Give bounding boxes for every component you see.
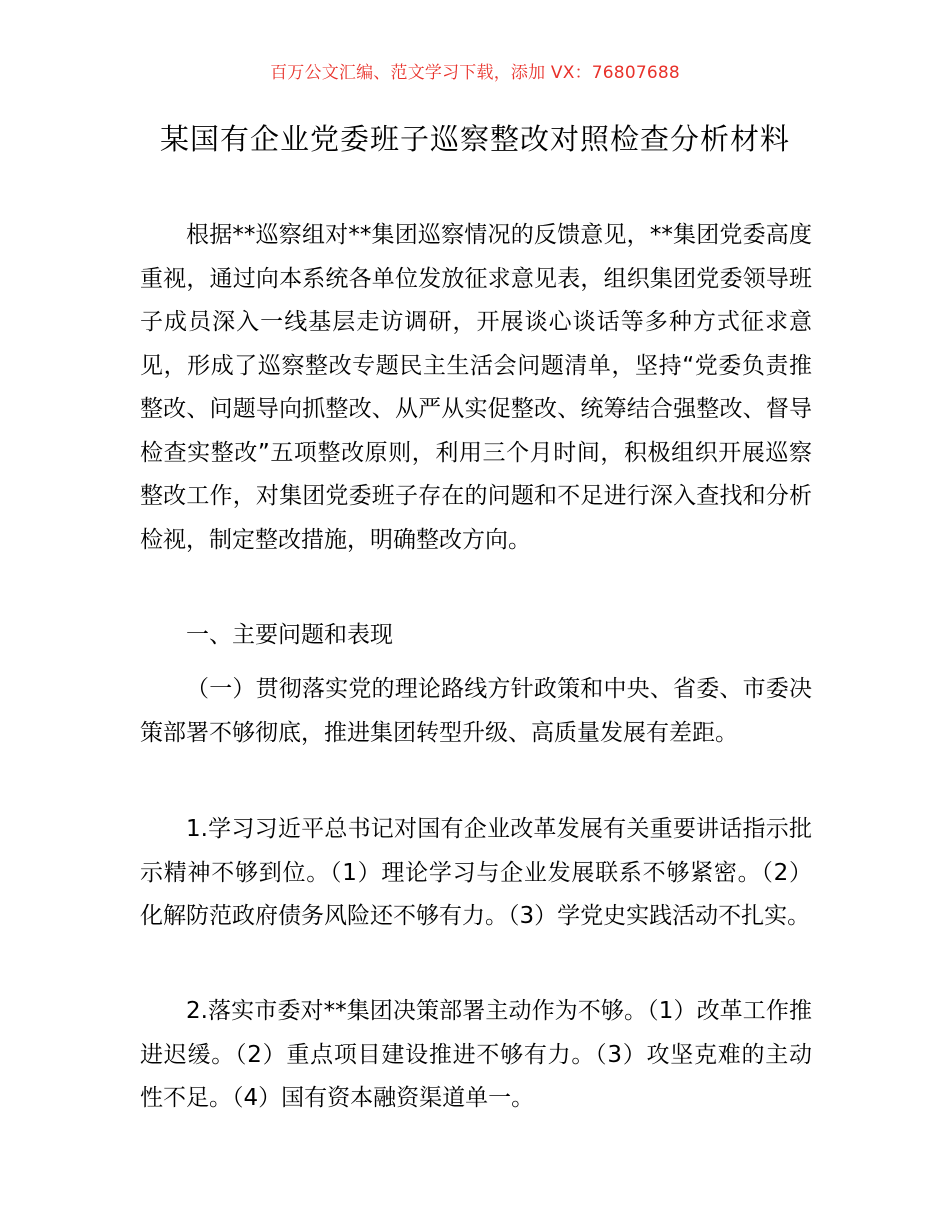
section-heading: 一、主要问题和表现 — [186, 622, 393, 648]
item-paragraph-2: 2.落实市委对**集团决策部署主动作为不够。（1）改革工作推进迟缓。（2）重点项目建设推进不够有力。（3）攻坚克难的主动性不足。（4）国有资本融资渠道单一。 — [140, 998, 812, 1111]
item-paragraph-1: 1.学习习近平总书记对国有企业改革发展有关重要讲话指示批示精神不够到位。（1）理论学习与企业发展联系不够紧密。（2）化解防范政府债务风险还不够有力。（3）学党史实践活动不扎实。 — [140, 816, 812, 929]
subsection-paragraph: （一）贯彻落实党的理论路线方针政策和中央、省委、市委决策部署不够彻底，推进集团转型升级、高质量发展有差距。 — [140, 676, 812, 746]
intro-paragraph: 根据**巡察组对**集团巡察情况的反馈意见，**集团党委高度重视，通过向本系统各单位发放征求意见表，组织集团党委领导班子成员深入一线基层走访调研，开展谈心谈话等多种方式征求意见，形成了巡察整改专题民主生活会问题清单，坚持“党委负责推整改、问题导向抓整改、从严从实促整改、统筹结合强整改、督导检查实整改”五项整改原则，利用三个月时间，积极组织开展巡察整改工作，对集团党委班子存在的问题和不足进行深入查找和分析检视，制定整改措施，明确整改方向。 — [140, 222, 812, 553]
header-watermark: 百万公文汇编、范文学习下载，添加 VX：76807688 — [270, 63, 680, 83]
document-title: 某国有企业党委班子巡察整改对照检查分析材料 — [159, 122, 790, 156]
